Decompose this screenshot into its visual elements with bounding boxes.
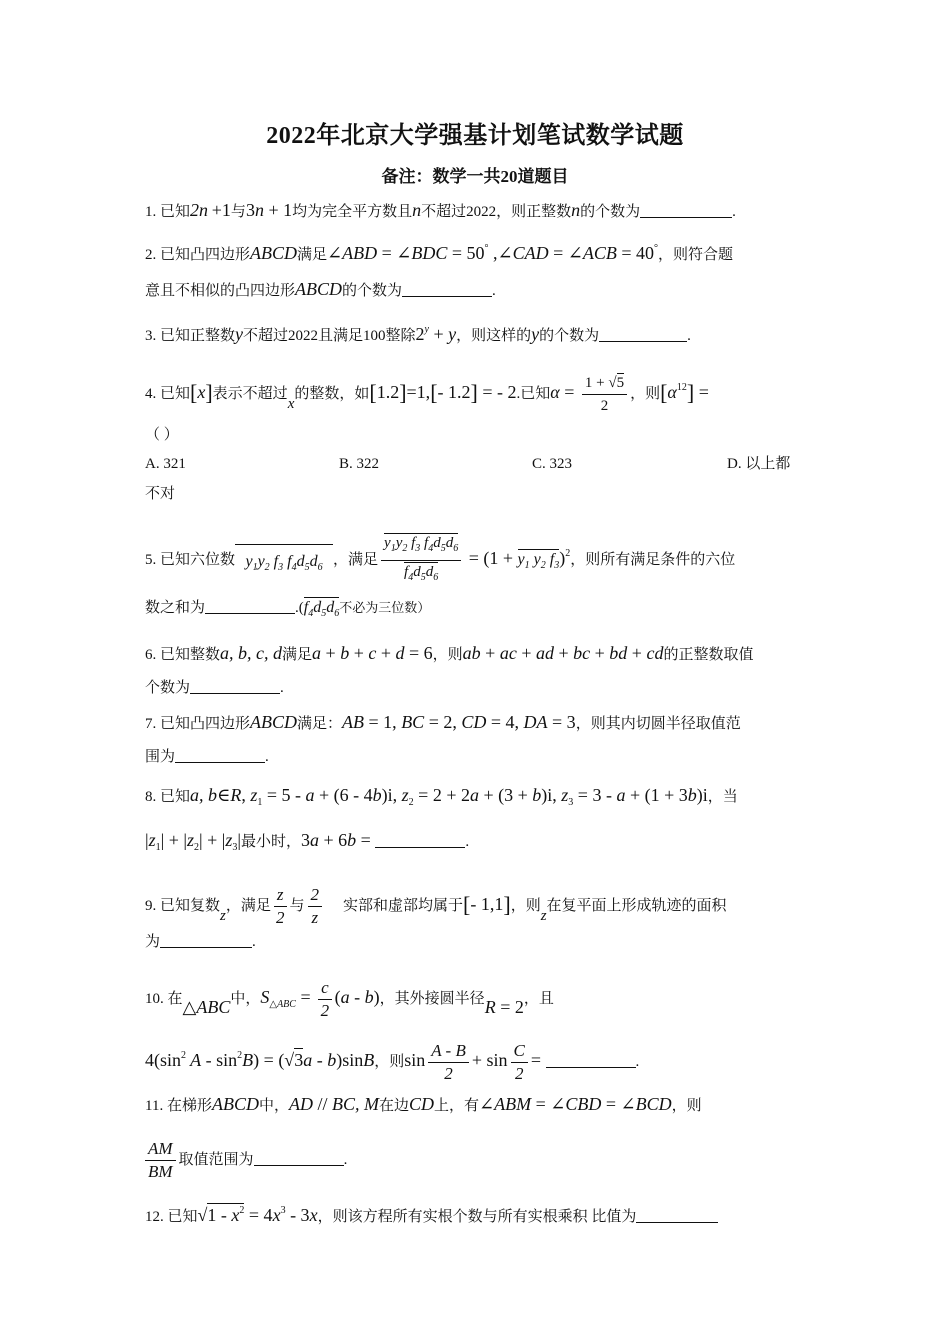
option-b: B. 322 — [339, 456, 380, 472]
question-12: 12. 已知$√1 - x^2 = 4x^3 - 3x$，则该方程所有实根个数与所有实根乘积 比值为 — [145, 1199, 810, 1229]
page-subtitle: 备注：数学一共20道题目 — [381, 167, 569, 186]
answer-blank — [402, 282, 492, 297]
question-11: 11. 在梯形ABCD中，AD // BC, M在边CD上，有∠ABM = ∠CBD = ∠BCD，则 — [145, 1094, 702, 1114]
question-3: 3. 已知正整数y不超过2022且满足100整除$2^y + y$，则这样的y的个数为 . — [145, 324, 691, 344]
answer-blank — [205, 599, 295, 614]
answer-blank — [546, 1053, 636, 1068]
question-9-cont: 为 . — [145, 934, 256, 950]
question-5-cont: 数之和为 $.(f_4d_5d_6$不必为三位数） — [145, 599, 431, 619]
question-8-cont: $|z_1| + |z_2| + |z_3|$最小时，3a + 6b = . — [145, 830, 470, 853]
question-10: 10. 在△ABC中，$S_{\triangle ABC}$ = $\frac{c}{2}$ (a - b)，其外接圆半径R = 2，且 — [145, 978, 554, 1020]
answer-blank — [254, 1151, 344, 1166]
answer-blank — [190, 679, 280, 694]
answer-blank — [375, 833, 465, 848]
question-10-cont: $4(\sin^2$ $A - \sin^2B) = (√3a - b)\sin B$，则sin $\frac{A - B}{2}$ + sin $\frac{C}{2}$ = . — [145, 1041, 640, 1083]
answer-blank — [636, 1208, 718, 1223]
question-8: 8. 已知a, b∈R, $z_1 = 5 - a + (6 - 4b)i$, $z_2 = 2 + 2a + (3 + b)i$, $z_3 = 3 - a + (1 + 3b)i$，当 — [145, 785, 738, 808]
question-9: 9. 已知复数z，满足 $\frac{z}{2}$ 与 $\frac{2}{z}$ 实部和虚部均属于[- 1,1]，则z在复平面上形成轨迹的面积 — [145, 885, 727, 927]
question-7: 7. 已知凸四边形ABCD满足：AB = 1, BC = 2, CD = 4, DA = 3，则其内切圆半径取值范 — [145, 712, 741, 732]
question-2-cont: 意且不相似的凸四边形ABCD的个数为 . — [145, 279, 496, 299]
answer-blank — [599, 327, 687, 342]
question-4: 4. 已知[x]表示不超过x的整数，如[1.2]=1,[- 1.2] = - 2.已知α = $\frac{1 + √5}{2}$ ，则$[\alpha^{12}]$ = — [145, 372, 810, 417]
option-d: D. 以上都 — [727, 456, 791, 472]
question-1: 1. 已知2n +1与3n + 1均为完全平方数且n不超过2022，则正整数n的个数为 . — [145, 200, 736, 220]
answer-blank — [640, 203, 732, 218]
question-6: 6. 已知整数a, b, c, d满足a + b + c + d = 6，则ab + ac + ad + bc + bd + cd的正整数取值 — [145, 643, 754, 663]
option-a: A. 321 — [145, 456, 186, 472]
page-title: 2022年北京大学强基计划笔试数学试题 — [266, 123, 684, 149]
question-6-cont: 个数为 . — [145, 680, 284, 696]
option-c: C. 323 — [532, 456, 573, 472]
question-11-cont: $\frac{AM}{BM}$ 取值范围为 . — [145, 1138, 810, 1183]
question-7-cont: 围为 . — [145, 749, 269, 765]
answer-blank — [175, 748, 265, 763]
question-5: 5. 已知六位数 $y_1y_2$ $f_3$ $f_4d_5d_6$ ，满足 $\frac{y_1y_2 f_3 f_4d_5d_6}{f_4d_5d_6}$ = ($1 + y_1$ $y_2$ $f_3)^2$，则所有满足条件的六位 — [145, 532, 810, 589]
question-4-paren: （ ） — [145, 427, 179, 443]
option-d-cont: 不对 — [145, 486, 176, 502]
question-2: 2. 已知凸四边形ABCD满足∠ABD = ∠BDC = 50° ,∠CAD = ∠ACB = 40°，则符合题 — [145, 243, 734, 263]
answer-blank — [160, 933, 252, 948]
